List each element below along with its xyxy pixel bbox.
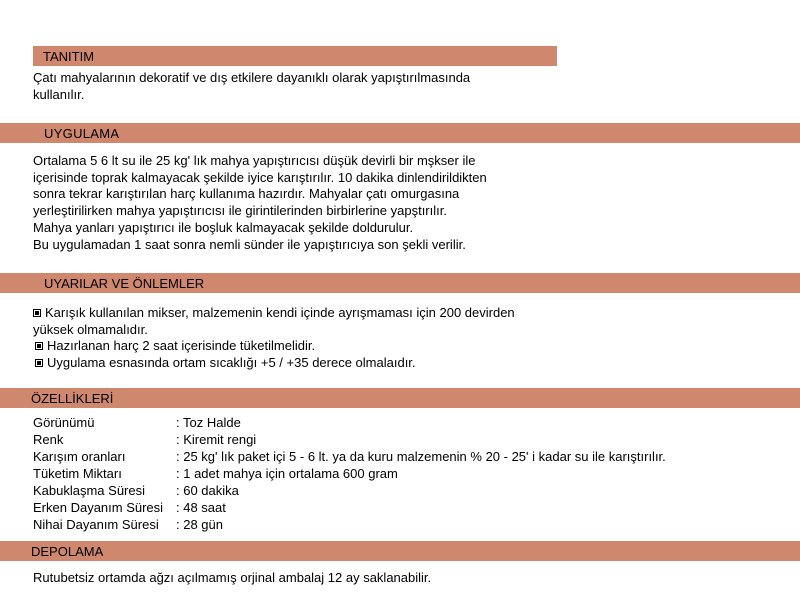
- text-line: Ortalama 5 6 lt su ile 25 kg' lık mahya yapıştırıcısı düşük devirli bir mşkser ile: [33, 153, 476, 168]
- list-item-text: Hazırlanan harç 2 saat içerisinde tüketilmelidir.: [47, 338, 316, 354]
- bullet-icon: [35, 342, 43, 350]
- text-line: kullanılır.: [33, 86, 85, 102]
- property-name: Erken Dayanım Süresi: [33, 500, 164, 515]
- section-header-uyarilar: UYARILAR VE ÖNLEMLER: [0, 273, 800, 293]
- table-row: [33, 482, 666, 499]
- properties-table: [33, 414, 666, 533]
- property-name: Nihai Dayanım Süresi: [33, 517, 159, 532]
- list-item-text: Uygulama esnasında ortam sıcaklığı +5 / +35 derece olmalaıdır.: [47, 355, 416, 371]
- list-item: [33, 355, 515, 372]
- depolama-text: Rutubetsiz ortamda ağzı açılmamış orjinal ambalaj 12 ay saklanabilir.: [33, 570, 432, 585]
- property-name: Görünümü: [33, 415, 95, 430]
- property-name: Karışım oranları: [33, 449, 126, 464]
- property-value: : Kiremit rengi: [176, 432, 257, 447]
- table-row: [33, 499, 666, 516]
- text-line: Mahya yanları yapıştırıcı ile boşluk kalmayacak şekilde doldurulur.: [33, 219, 414, 235]
- property-value: : 60 dakika: [176, 483, 239, 498]
- property-value: : 48 saat: [176, 500, 226, 515]
- list-item: [33, 305, 515, 322]
- list-item-text: Karışık kullanılan mikser, malzemenin kendi içinde ayrışmaması için 200 devirden: [45, 305, 515, 320]
- uygulama-text: [33, 153, 487, 253]
- text-line: yerleştirilirken mahya yapıştırıcısı ile girintilerinden birbirlerine yapştırılır.: [33, 203, 447, 219]
- property-value: : Toz Halde: [176, 415, 241, 430]
- property-name: Renk: [33, 432, 64, 447]
- section-header-tanitim: TANITIM: [33, 46, 557, 66]
- bullet-icon: [35, 359, 43, 367]
- property-value: : 25 kg' lık paket içi 5 - 6 lt. ya da kuru malzemenin % 20 - 25' i kadar su ile karıştırılır.: [176, 449, 666, 464]
- text-line: Bu uygulamadan 1 saat sonra nemli sünder ile yapıştırıcıya son şekli verilir.: [33, 236, 466, 252]
- table-row: [33, 465, 666, 482]
- section-header-uygulama: UYGULAMA: [0, 123, 800, 143]
- table-row: [33, 431, 666, 448]
- text-line: içerisinde toprak kalmayacak şekilde iyice karıştırılır. 10 dakika dinlendirildikten: [33, 169, 487, 185]
- property-name: Kabuklaşma Süresi: [33, 483, 145, 498]
- property-value: : 1 adet mahya için ortalama 600 gram: [176, 466, 398, 481]
- uyarilar-list: [33, 305, 515, 372]
- section-header-ozellikler: ÖZELLİKLERİ: [0, 388, 800, 408]
- table-row: [33, 414, 666, 431]
- list-item: [33, 338, 515, 355]
- table-row: [33, 516, 666, 533]
- property-value: : 28 gün: [176, 517, 223, 532]
- section-header-depolama: DEPOLAMA: [0, 541, 800, 561]
- tanitim-text: [33, 70, 470, 103]
- text-line: Çatı mahyalarının dekoratif ve dış etkilere dayanıklı olarak yapıştırılmasında: [33, 70, 471, 85]
- table-row: [33, 448, 666, 465]
- text-line: sonra tekrar karıştırılan harç kullanıma hazırdır. Mahyalar çatı omurgasına: [33, 186, 460, 202]
- list-item-continuation: yüksek olmamalıdır.: [33, 321, 148, 337]
- property-name: Tüketim Miktarı: [33, 466, 122, 481]
- bullet-icon: [33, 309, 41, 317]
